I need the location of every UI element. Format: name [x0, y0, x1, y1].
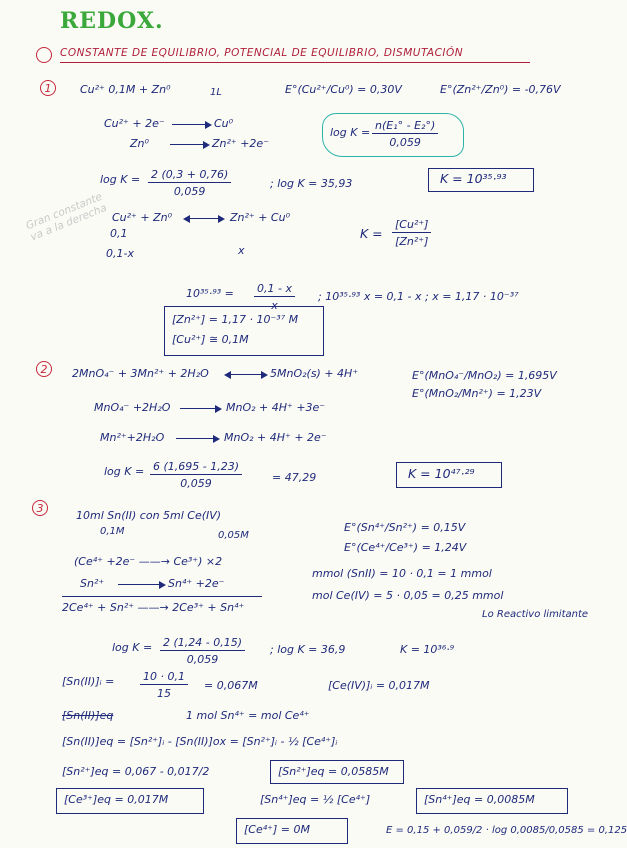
p3-potential-2: E°(Ce⁴⁺/Ce³⁺) = 1,24V	[344, 541, 467, 554]
p2-potential-1: E°(MnO₄⁻/MnO₂) = 1,695V	[412, 369, 557, 382]
p1-logk-fraction: $\frac{2 (0,3 + 0,76)}{0,059}$	[148, 168, 231, 198]
p3-mol-relation: 1 mol Sn⁴⁺ = mol Ce⁴⁺	[186, 709, 310, 722]
p2-logk-fraction: $\frac{6 (1,695 - 1,23)}{0,059}$	[150, 460, 242, 490]
p3-c1: 0,1M	[100, 526, 125, 537]
p3-c2: 0,05M	[218, 530, 249, 541]
p2-logk-lhs: log K =	[104, 465, 145, 478]
bullet-circle	[36, 47, 52, 63]
p3-k-value: K = 10³⁶·⁹	[400, 643, 455, 656]
p3-ce3-value: [Ce³⁺]eq = 0,017M	[64, 793, 169, 806]
p3-eq-line-1: [Sn(II)]eq = [Sn²⁺]ᵢ - [Sn(II)]ox = [Sn²⁺]ᵢ - ½ [Ce⁴⁺]ᵢ	[62, 735, 338, 748]
p3-eq-line-2: [Sn²⁺]eq = 0,067 - 0,017/2	[62, 765, 210, 778]
p3-logk-fraction: $\frac{2 (1,24 - 0,15)}{0,059}$	[160, 636, 245, 666]
p3-ce4-value: [Ce⁴⁺] = 0M	[244, 823, 310, 836]
problem-3-number: 3	[32, 500, 48, 516]
p3-sn4-value: [Sn⁴⁺]eq = 0,0085M	[424, 793, 535, 806]
problem-1-number: 1	[40, 80, 56, 96]
p3-sn-fraction: $\frac{10 \cdot 0,1}{15}$	[140, 670, 188, 700]
arrow	[170, 144, 208, 145]
p1-box2: [Cu²⁺] ≅ 0,1M	[172, 333, 249, 346]
cloud-fraction: $\frac{\text{n(E₁° - E₂°)}}{0,059}$	[372, 119, 438, 149]
p1-logk-lhs: log K =	[100, 173, 141, 186]
sum-line	[62, 596, 262, 597]
arrow	[180, 408, 220, 409]
p2-half2-right: MnO₂ + 4H⁺ + 2e⁻	[224, 431, 327, 444]
p1-volume: 1L	[210, 87, 222, 98]
p3-overall: 2Ce⁴⁺ + Sn²⁺ ——→ 2Ce³⁺ + Sn⁴⁺	[62, 601, 245, 614]
p3-half2-right: Sn⁴⁺ +2e⁻	[168, 577, 225, 590]
p1-eqn-fraction: $\frac{0,1 - x}{x}$	[254, 282, 295, 312]
page-title: REDOX.	[60, 8, 164, 34]
arrow	[176, 438, 218, 439]
arrow	[172, 124, 210, 125]
p3-mmol-ce: mol Ce(IV) = 5 · 0,05 = 0,25 mmol	[312, 589, 504, 602]
p1-potential-zn: E°(Zn²⁺/Zn⁰) = -0,76V	[440, 83, 561, 96]
p1-eqn-lhs: 10³⁵·⁹³ =	[186, 287, 234, 300]
p1-half2-left: Zn⁰	[130, 137, 149, 150]
p3-half2-left: Sn²⁺	[80, 577, 105, 590]
equilibrium-arrow	[185, 218, 223, 219]
p1-half2-right: Zn²⁺ +2e⁻	[212, 137, 270, 150]
p3-limiting: Lo Reactivo limitante	[482, 609, 589, 620]
p1-eq: 0,1-x	[106, 247, 134, 260]
p2-reaction-left: 2MnO₄⁻ + 3Mn²⁺ + 2H₂O	[72, 367, 209, 380]
p1-k-value: K = 10³⁵·⁹³	[440, 171, 507, 186]
p1-kexpr-fraction: $\frac{\text{[Cu²⁺]}}{\text{[Zn²⁺]}}$	[392, 218, 431, 248]
p1-x: x	[238, 244, 245, 257]
p3-final-potential: E = 0,15 + 0,059/2 · log 0,0085/0,0585 = 0,125	[386, 825, 627, 836]
p2-k-value: K = 10⁴⁷·²⁹	[408, 466, 475, 481]
p3-sn4-relation: [Sn⁴⁺]eq = ½ [Ce⁴⁺]	[260, 793, 371, 806]
p3-logk-result: ; log K = 36,9	[270, 643, 346, 656]
p1-half1-left: Cu²⁺ + 2e⁻	[104, 117, 165, 130]
p3-potential-1: E°(Sn⁴⁺/Sn²⁺) = 0,15V	[344, 521, 466, 534]
p3-sn-lhs: [Sn(II)]ᵢ =	[62, 675, 115, 688]
arrow	[118, 584, 164, 585]
p2-half1-right: MnO₂ + 4H⁺ +3e⁻	[226, 401, 326, 414]
p3-line1: 10ml Sn(II) con 5ml Ce(IV)	[76, 509, 222, 522]
cloud-lhs: log K =	[330, 126, 371, 139]
p2-logk-result: = 47,29	[272, 471, 317, 484]
p3-struck-text: [Sn(II)]eq	[62, 709, 114, 722]
heading-underline	[60, 62, 530, 63]
p1-half1-right: Cu⁰	[214, 117, 234, 130]
p2-reaction-right: 5MnO₂(s) + 4H⁺	[270, 367, 359, 380]
p1-logk-result: ; log K = 35,93	[270, 177, 353, 190]
p3-mmol-sn: mmol (SnII) = 10 · 0,1 = 1 mmol	[312, 567, 492, 580]
p1-eqn-solution: ; 10³⁵·⁹³ x = 0,1 - x ; x = 1,17 · 10⁻³⁷	[318, 290, 519, 303]
p2-half1-left: MnO₄⁻ +2H₂O	[94, 401, 171, 414]
equilibrium-arrow	[226, 374, 266, 375]
p2-potential-2: E°(MnO₂/Mn²⁺) = 1,23V	[412, 387, 542, 400]
p2-half2-left: Mn²⁺+2H₂O	[100, 431, 165, 444]
p3-ce-result: [Ce(IV)]ᵢ = 0,017M	[328, 679, 430, 692]
p1-box1: [Zn²⁺] = 1,17 · 10⁻³⁷ M	[172, 313, 299, 326]
faint-note: Gran constante va a la derecha	[24, 190, 109, 243]
p1-overall-left: Cu²⁺ + Zn⁰	[112, 211, 172, 224]
p1-initial: 0,1	[110, 227, 128, 240]
p3-sn-result: = 0,067M	[204, 679, 258, 692]
p1-potential-cu: E°(Cu²⁺/Cu⁰) = 0,30V	[285, 83, 402, 96]
p3-logk-lhs: log K =	[112, 641, 153, 654]
section-heading: CONSTANTE DE EQUILIBRIO, POTENCIAL DE EQUILIBRIO, DISMUTACIÓN	[60, 47, 464, 59]
p1-overall-right: Zn²⁺ + Cu⁰	[230, 211, 290, 224]
problem-2-number: 2	[36, 361, 52, 377]
p3-sn2-value: [Sn²⁺]eq = 0,0585M	[278, 765, 389, 778]
p1-kexpr-lhs: K =	[360, 226, 383, 241]
p3-half1: (Ce⁴⁺ +2e⁻ ——→ Ce³⁺) ×2	[74, 555, 223, 568]
p1-reactants: Cu²⁺ 0,1M + Zn⁰	[80, 83, 171, 96]
